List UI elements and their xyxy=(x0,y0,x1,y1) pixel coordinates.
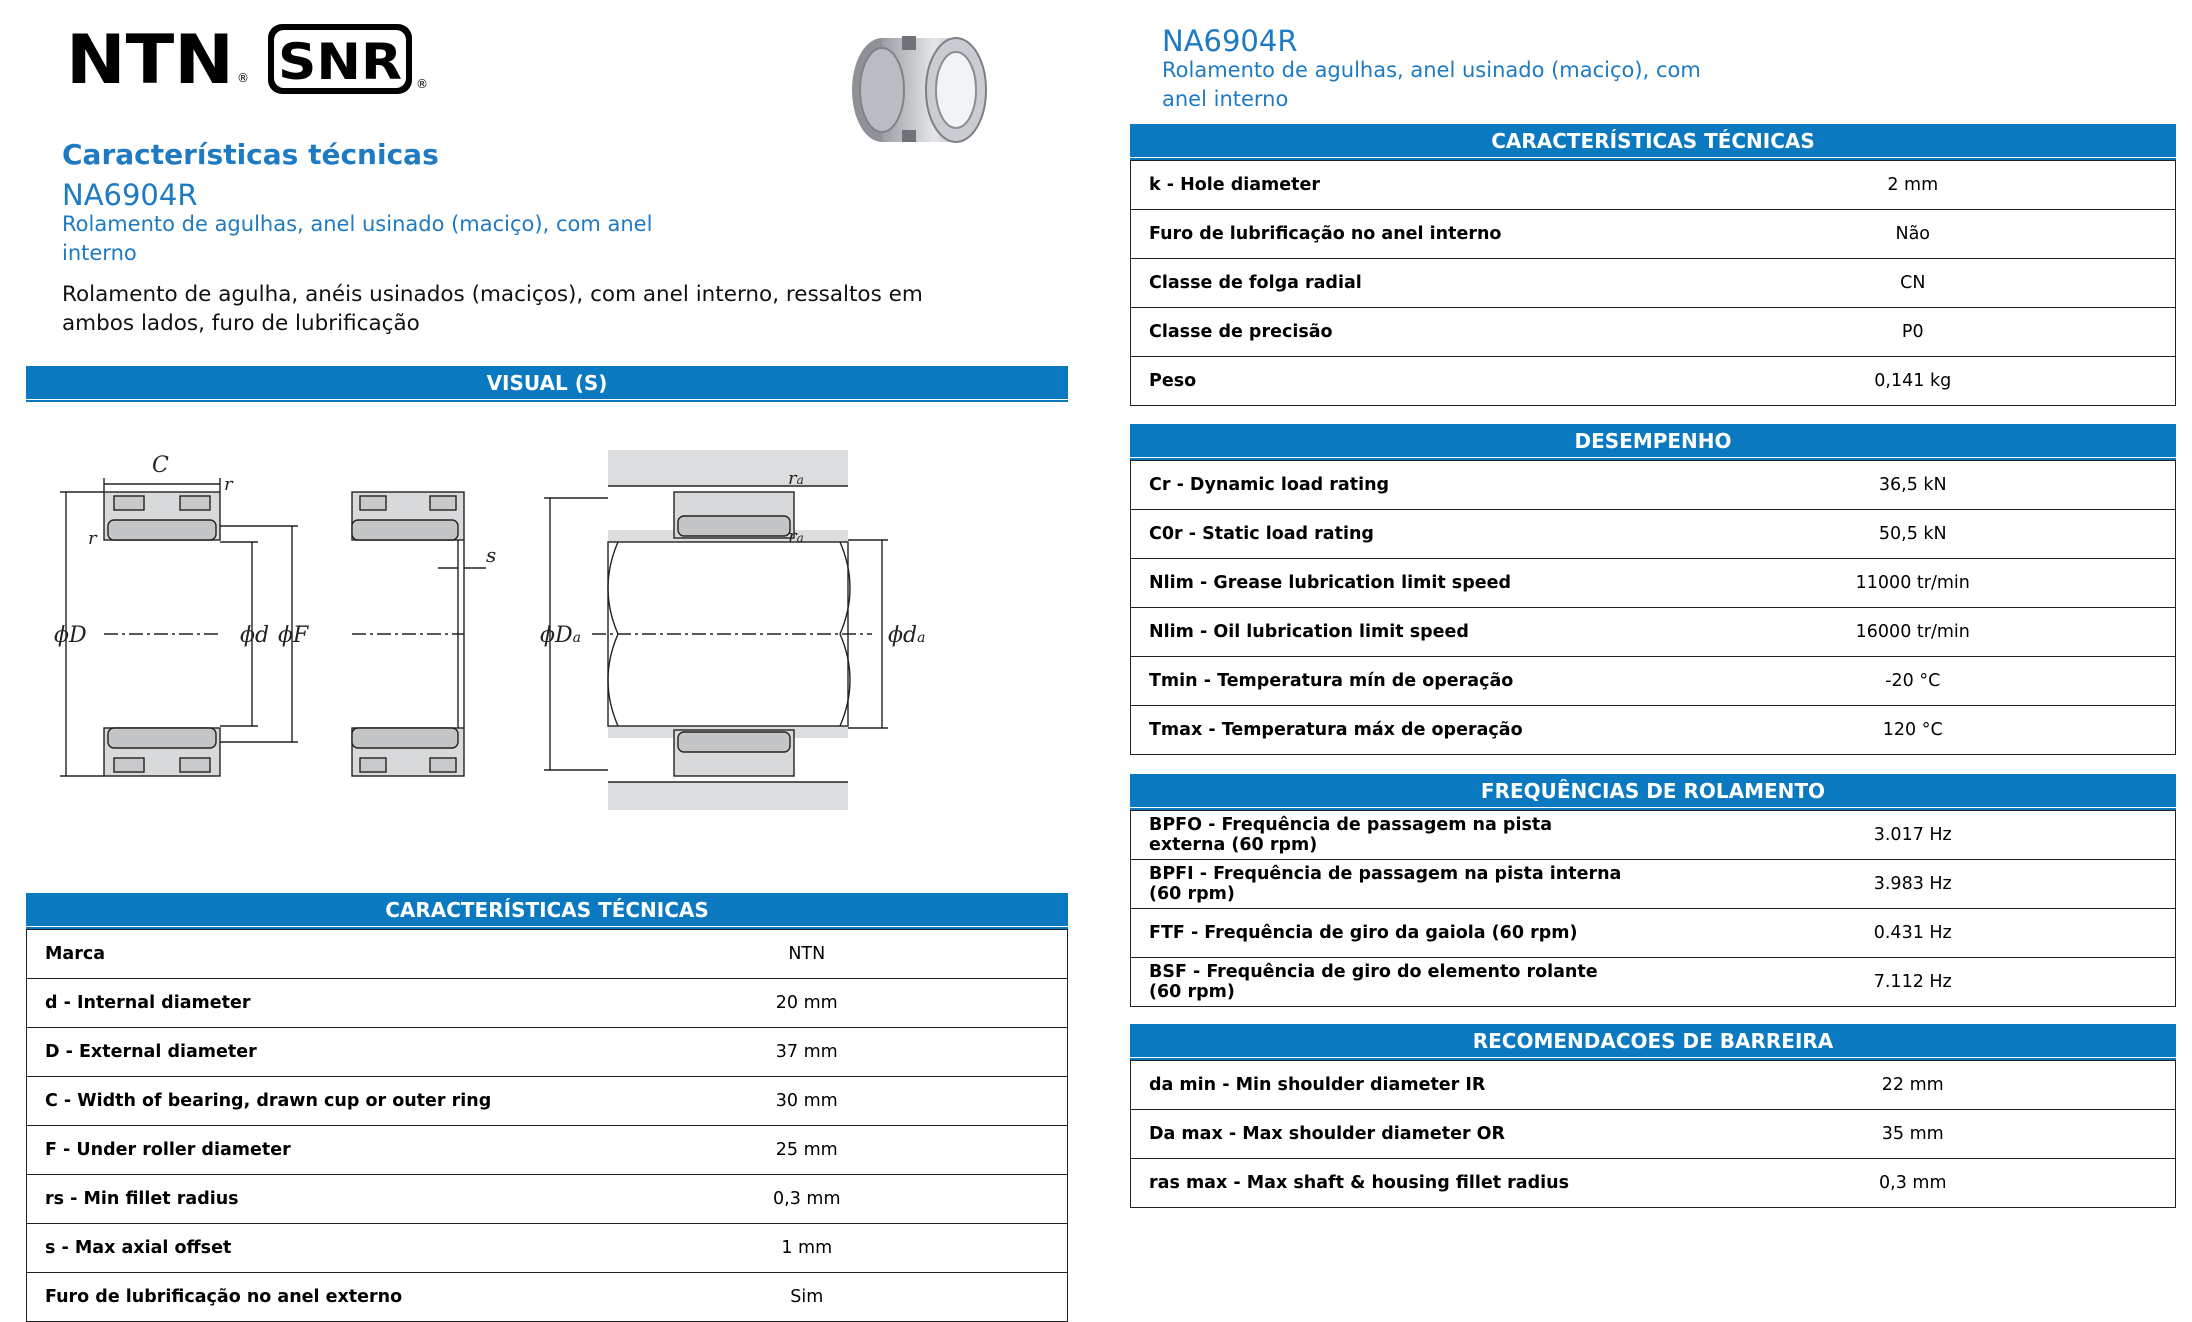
row-key: d - Internal diameter xyxy=(27,979,547,1028)
row-key: Nlim - Grease lubrication limit speed xyxy=(1131,559,1651,608)
row-value: 120 °C xyxy=(1651,706,2176,755)
row-key: rs - Min fillet radius xyxy=(27,1175,547,1224)
row-key: Furo de lubrificação no anel interno xyxy=(1131,210,1651,259)
barrier-table xyxy=(1130,1060,2176,1208)
row-key: Nlim - Oil lubrication limit speed xyxy=(1131,608,1651,657)
table-row xyxy=(1131,909,2176,958)
table-row xyxy=(27,1126,1068,1175)
right-tech-table xyxy=(1130,160,2176,406)
row-key: Classe de precisão xyxy=(1131,308,1651,357)
row-value: 35 mm xyxy=(1651,1110,2176,1159)
row-value: -20 °C xyxy=(1651,657,2176,706)
section-header-left-tech: CARACTERÍSTICAS TÉCNICAS xyxy=(26,893,1068,929)
row-key: BPFI - Frequência de passagem na pista interna (60 rpm) xyxy=(1131,860,1651,909)
table-row xyxy=(1131,860,2176,909)
model-subtitle: Rolamento de agulhas, anel usinado (maciço), com anel interno xyxy=(62,212,653,265)
row-value: 0,141 kg xyxy=(1651,357,2176,406)
label-da: ϕda xyxy=(888,623,926,648)
row-value: 3.017 Hz xyxy=(1651,811,2176,860)
row-value: 25 mm xyxy=(547,1126,1068,1175)
snr-logo-text: SNR xyxy=(278,33,402,91)
table-row xyxy=(27,1273,1068,1322)
table-row xyxy=(1131,357,2176,406)
row-value: P0 xyxy=(1651,308,2176,357)
performance-table xyxy=(1130,460,2176,755)
row-value: 7.112 Hz xyxy=(1651,958,2176,1007)
row-value: 0,3 mm xyxy=(547,1175,1068,1224)
table-row xyxy=(1131,510,2176,559)
model-name: NA6904R xyxy=(62,178,198,212)
table-row xyxy=(1131,259,2176,308)
table-row xyxy=(1131,657,2176,706)
label-r-top: r xyxy=(224,474,233,495)
label-d: ϕd xyxy=(240,623,270,648)
row-key: Tmin - Temperatura mín de operação xyxy=(1131,657,1651,706)
section-header-right-tech: CARACTERÍSTICAS TÉCNICAS xyxy=(1130,124,2176,160)
row-key: F - Under roller diameter xyxy=(27,1126,547,1175)
table-row xyxy=(1131,559,2176,608)
row-value: 1 mm xyxy=(547,1224,1068,1273)
row-key: C - Width of bearing, drawn cup or outer ring xyxy=(27,1077,547,1126)
table-row xyxy=(1131,1159,2176,1208)
ntn-logo-text: NTN xyxy=(66,22,234,96)
section-header-frequencies: FREQUÊNCIAS DE ROLAMENTO xyxy=(1130,774,2176,810)
table-row xyxy=(1131,1061,2176,1110)
row-value: 0.431 Hz xyxy=(1651,909,2176,958)
row-key: ras max - Max shaft & housing fillet radius xyxy=(1131,1159,1651,1208)
table-row xyxy=(1131,461,2176,510)
row-value: 3.983 Hz xyxy=(1651,860,2176,909)
row-value: 2 mm xyxy=(1651,161,2176,210)
model-description: Rolamento de agulha, anéis usinados (maciços), com anel interno, ressaltos em ambos lados, furo de lubrificação xyxy=(62,282,923,336)
row-value: NTN xyxy=(547,930,1068,979)
table-row xyxy=(1131,706,2176,755)
row-key: Peso xyxy=(1131,357,1651,406)
section-header-visual: VISUAL (S) xyxy=(26,366,1068,402)
table-row xyxy=(27,979,1068,1028)
row-key: Classe de folga radial xyxy=(1131,259,1651,308)
table-row xyxy=(1131,811,2176,860)
bearing-product-image xyxy=(844,22,994,152)
label-ra-mid: ra xyxy=(788,526,804,547)
label-F: ϕF xyxy=(278,623,309,648)
table-row xyxy=(27,1077,1068,1126)
row-value: 36,5 kN xyxy=(1651,461,2176,510)
row-key: D - External diameter xyxy=(27,1028,547,1077)
row-key: C0r - Static load rating xyxy=(1131,510,1651,559)
table-row xyxy=(1131,958,2176,1007)
left-tech-table xyxy=(26,929,1068,1322)
row-value: 0,3 mm xyxy=(1651,1159,2176,1208)
right-model-subtitle: Rolamento de agulhas, anel usinado (maciço), com anel interno xyxy=(1162,58,1701,111)
page-title: Características técnicas xyxy=(62,138,439,171)
row-value: 20 mm xyxy=(547,979,1068,1028)
row-key: da min - Min shoulder diameter IR xyxy=(1131,1061,1651,1110)
section-header-barrier: RECOMENDACOES DE BARREIRA xyxy=(1130,1024,2176,1060)
row-key: s - Max axial offset xyxy=(27,1224,547,1273)
table-row xyxy=(27,1224,1068,1273)
table-row xyxy=(1131,161,2176,210)
row-value: 37 mm xyxy=(547,1028,1068,1077)
table-row xyxy=(27,1175,1068,1224)
section-header-performance: DESEMPENHO xyxy=(1130,424,2176,460)
table-row xyxy=(1131,210,2176,259)
row-key: Cr - Dynamic load rating xyxy=(1131,461,1651,510)
label-s: s xyxy=(486,543,497,567)
right-model-name: NA6904R xyxy=(1162,24,1298,58)
row-value: Não xyxy=(1651,210,2176,259)
row-value: 30 mm xyxy=(547,1077,1068,1126)
frequencies-table xyxy=(1130,810,2176,1007)
row-key: BPFO - Frequência de passagem na pista externa (60 rpm) xyxy=(1131,811,1651,860)
table-row xyxy=(27,1028,1068,1077)
registered-mark: ® xyxy=(237,71,249,85)
label-C: C xyxy=(152,453,169,478)
row-value: 50,5 kN xyxy=(1651,510,2176,559)
registered-mark-2: ® xyxy=(416,77,428,91)
table-row xyxy=(1131,1110,2176,1159)
row-value: 16000 tr/min xyxy=(1651,608,2176,657)
row-key: k - Hole diameter xyxy=(1131,161,1651,210)
label-ra-top: ra xyxy=(788,468,804,489)
row-value: CN xyxy=(1651,259,2176,308)
row-key: Furo de lubrificação no anel externo xyxy=(27,1273,547,1322)
label-D: ϕD xyxy=(54,623,87,648)
row-key: Marca xyxy=(27,930,547,979)
row-value: Sim xyxy=(547,1273,1068,1322)
row-key: Da max - Max shoulder diameter OR xyxy=(1131,1110,1651,1159)
row-key: FTF - Frequência de giro da gaiola (60 rpm) xyxy=(1131,909,1651,958)
bearing-drawing xyxy=(52,430,952,830)
table-row xyxy=(1131,608,2176,657)
ntn-snr-logo xyxy=(66,22,436,96)
row-key: BSF - Frequência de giro do elemento rolante (60 rpm) xyxy=(1131,958,1651,1007)
label-Da: ϕDa xyxy=(540,623,581,648)
row-value: 22 mm xyxy=(1651,1061,2176,1110)
row-key: Tmax - Temperatura máx de operação xyxy=(1131,706,1651,755)
table-row xyxy=(1131,308,2176,357)
table-row xyxy=(27,930,1068,979)
row-value: 11000 tr/min xyxy=(1651,559,2176,608)
label-r-left: r xyxy=(88,528,97,549)
